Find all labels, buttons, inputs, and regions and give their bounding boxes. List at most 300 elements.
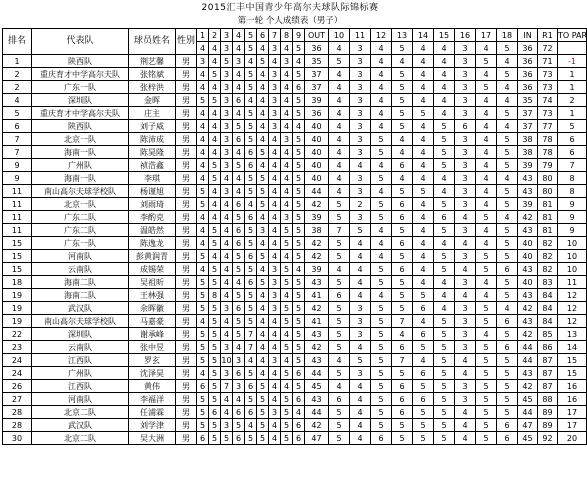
gender-cell: 男 (176, 133, 197, 146)
out-cell: 44 (305, 367, 329, 380)
in-cell: 44 (518, 341, 538, 354)
r1-cell: 82 (538, 263, 558, 276)
score-cell: 3 (221, 133, 233, 146)
score-cell: 6 (197, 380, 209, 393)
r1-cell: 79 (538, 159, 558, 172)
player-cell: 彭黄润青 (129, 250, 176, 263)
score-cell: 5 (245, 237, 257, 250)
score-cell: 4 (269, 146, 281, 159)
score-cell: 4 (329, 133, 350, 146)
score-cell: 5 (293, 68, 305, 81)
rank-cell: 7 (3, 146, 32, 159)
score-cell: 4 (371, 81, 392, 94)
score-cell: 5 (413, 341, 434, 354)
results-table (2, 28, 587, 445)
score-cell: 5 (257, 380, 269, 393)
score-cell: 4 (350, 380, 371, 393)
score-cell: 7 (245, 328, 257, 341)
score-cell: 3 (269, 302, 281, 315)
score-cell: 6 (413, 393, 434, 406)
score-cell: 4 (329, 81, 350, 94)
score-cell: 4 (497, 172, 518, 185)
player-cell: 沈泽昊 (129, 367, 176, 380)
score-cell: 6 (293, 432, 305, 445)
r1-cell: 82 (538, 250, 558, 263)
score-cell: 4 (281, 146, 293, 159)
player-cell: 李福洋 (129, 393, 176, 406)
gender-cell: 男 (176, 81, 197, 94)
score-cell: 5 (392, 120, 413, 133)
score-cell: 4 (233, 146, 245, 159)
score-cell: 4 (257, 328, 269, 341)
to-par-cell: 12 (558, 315, 587, 328)
score-cell: 4 (413, 55, 434, 68)
score-cell: 5 (293, 94, 305, 107)
score-cell: 3 (455, 133, 476, 146)
rank-cell: 30 (3, 432, 32, 445)
score-cell: 5 (371, 276, 392, 289)
score-cell: 3 (455, 146, 476, 159)
team-cell: 重庆育才中学高尔夫队 (32, 68, 129, 81)
to-par-cell: 9 (558, 224, 587, 237)
in-cell: 43 (518, 172, 538, 185)
score-cell: 5 (257, 406, 269, 419)
score-cell: 5 (434, 354, 455, 367)
score-cell: 4 (221, 406, 233, 419)
score-cell: 3 (221, 107, 233, 120)
score-cell: 5 (413, 185, 434, 198)
score-cell: 5 (392, 367, 413, 380)
score-cell: 5 (293, 380, 305, 393)
score-cell: 3 (350, 81, 371, 94)
gender-cell: 男 (176, 276, 197, 289)
score-cell: 5 (392, 276, 413, 289)
score-cell: 3 (221, 146, 233, 159)
score-cell: 5 (281, 276, 293, 289)
score-cell: 5 (329, 341, 350, 354)
score-cell: 5 (281, 406, 293, 419)
rank-cell: 22 (3, 328, 32, 341)
player-cell: 温皓然 (129, 224, 176, 237)
score-cell: 4 (434, 289, 455, 302)
score-cell: 3 (455, 224, 476, 237)
score-cell: 4 (221, 237, 233, 250)
r1-cell: 88 (538, 393, 558, 406)
team-cell: 河南队 (32, 250, 129, 263)
to-par-cell: 17 (558, 406, 587, 419)
score-cell: 5 (329, 55, 350, 68)
player-cell: 张中昱 (129, 341, 176, 354)
team-cell: 广东一队 (32, 237, 129, 250)
team-cell: 河南队 (32, 393, 129, 406)
score-cell: 4 (434, 185, 455, 198)
par-cell: 3 (221, 42, 233, 55)
score-cell: 5 (209, 159, 221, 172)
score-cell: 4 (413, 68, 434, 81)
to-par-cell: 2 (558, 94, 587, 107)
gender-cell: 男 (176, 406, 197, 419)
in-cell: 45 (518, 432, 538, 445)
score-cell: 5 (293, 146, 305, 159)
to-par-cell: 15 (558, 354, 587, 367)
to-par-cell: 12 (558, 302, 587, 315)
score-cell: 6 (392, 159, 413, 172)
score-cell: 4 (476, 198, 497, 211)
score-cell: 5 (434, 315, 455, 328)
score-cell: 5 (197, 185, 209, 198)
player-cell: 李琪 (129, 172, 176, 185)
score-cell: 5 (245, 107, 257, 120)
score-cell: 5 (293, 185, 305, 198)
score-cell: 3 (233, 380, 245, 393)
score-cell: 5 (293, 289, 305, 302)
score-cell: 5 (371, 315, 392, 328)
header-r1: R1 (538, 29, 558, 42)
score-cell: 5 (329, 302, 350, 315)
score-cell: 5 (197, 393, 209, 406)
score-cell: 4 (371, 224, 392, 237)
score-cell: 5 (434, 198, 455, 211)
score-cell: 3 (455, 55, 476, 68)
score-cell: 4 (245, 419, 257, 432)
score-cell: 4 (281, 354, 293, 367)
score-cell: 5 (293, 354, 305, 367)
score-cell: 4 (197, 172, 209, 185)
score-cell: 4 (392, 146, 413, 159)
score-cell: 5 (329, 432, 350, 445)
score-cell: 4 (350, 419, 371, 432)
score-cell: 3 (350, 302, 371, 315)
score-cell: 4 (281, 107, 293, 120)
par-cell-r1: 72 (538, 42, 558, 55)
score-cell: 4 (476, 107, 497, 120)
score-cell: 5 (392, 250, 413, 263)
par-cell: 4 (329, 42, 350, 55)
to-par-cell: 8 (558, 185, 587, 198)
score-cell: 5 (413, 289, 434, 302)
table-row (3, 302, 587, 315)
out-cell: 40 (305, 159, 329, 172)
score-cell: 4 (281, 81, 293, 94)
score-cell: 6 (455, 120, 476, 133)
score-cell: 4 (197, 133, 209, 146)
rank-cell: 6 (3, 120, 32, 133)
in-cell: 42 (518, 302, 538, 315)
rank-cell: 19 (3, 315, 32, 328)
score-cell: 5 (476, 341, 497, 354)
par-cell: 4 (209, 42, 221, 55)
score-cell: 4 (476, 68, 497, 81)
score-cell: 5 (434, 159, 455, 172)
score-cell: 2 (350, 198, 371, 211)
score-cell: 4 (476, 172, 497, 185)
player-cell: 吴大洲 (129, 432, 176, 445)
team-cell: 广东一队 (32, 81, 129, 94)
score-cell: 5 (257, 198, 269, 211)
score-cell: 5 (434, 120, 455, 133)
score-cell: 5 (350, 224, 371, 237)
score-cell: 4 (329, 120, 350, 133)
score-cell: 6 (497, 432, 518, 445)
score-cell: 4 (221, 315, 233, 328)
score-cell: 4 (269, 328, 281, 341)
score-cell: 5 (329, 250, 350, 263)
rank-cell: 19 (3, 289, 32, 302)
score-cell: 4 (329, 68, 350, 81)
score-cell: 4 (257, 341, 269, 354)
score-cell: 5 (257, 393, 269, 406)
score-cell: 4 (293, 55, 305, 68)
rank-cell: 24 (3, 367, 32, 380)
par-cell: 3 (455, 42, 476, 55)
team-cell: 江西队 (32, 354, 129, 367)
score-cell: 6 (233, 94, 245, 107)
score-cell: 3 (350, 94, 371, 107)
player-cell: 成锡荣 (129, 263, 176, 276)
score-cell: 5 (392, 224, 413, 237)
score-cell: 5 (209, 432, 221, 445)
score-cell: 4 (197, 211, 209, 224)
player-cell: 任浦霖 (129, 406, 176, 419)
score-cell: 5 (293, 198, 305, 211)
to-par-cell: 15 (558, 367, 587, 380)
score-cell: 4 (221, 250, 233, 263)
table-row (3, 185, 587, 198)
score-cell: 4 (413, 276, 434, 289)
score-cell: 5 (434, 341, 455, 354)
in-cell: 40 (518, 276, 538, 289)
score-cell: 3 (455, 276, 476, 289)
rank-cell: 4 (3, 94, 32, 107)
score-cell: 3 (281, 211, 293, 224)
r1-cell: 86 (538, 341, 558, 354)
to-par-cell: 1 (558, 107, 587, 120)
score-cell: 4 (350, 406, 371, 419)
out-cell: 38 (305, 224, 329, 237)
gender-cell: 男 (176, 198, 197, 211)
player-cell: 王林强 (129, 289, 176, 302)
score-cell: 4 (257, 68, 269, 81)
score-cell: 5 (476, 393, 497, 406)
score-cell: 5 (497, 133, 518, 146)
score-cell: 3 (455, 250, 476, 263)
in-cell: 43 (518, 185, 538, 198)
score-cell: 4 (476, 146, 497, 159)
score-cell: 5 (329, 315, 350, 328)
score-cell: 4 (434, 107, 455, 120)
score-cell: 5 (476, 419, 497, 432)
player-cell: 金晖 (129, 94, 176, 107)
score-cell: 4 (257, 315, 269, 328)
page-subtitle: 第一轮 个人成绩表（男子） (237, 16, 343, 26)
score-cell: 5 (476, 432, 497, 445)
in-cell: 35 (518, 94, 538, 107)
out-cell: 40 (305, 172, 329, 185)
header-hole: 5 (245, 29, 257, 42)
header-rank: 排名 (3, 29, 32, 55)
score-cell: 5 (434, 419, 455, 432)
score-cell: 4 (221, 211, 233, 224)
score-cell: 5 (350, 354, 371, 367)
score-cell: 7 (392, 354, 413, 367)
to-par-cell: 10 (558, 237, 587, 250)
score-cell: 5 (497, 68, 518, 81)
score-cell: 3 (221, 94, 233, 107)
out-cell: 43 (305, 328, 329, 341)
score-cell: 6 (245, 276, 257, 289)
table-row (3, 224, 587, 237)
score-cell: 5 (434, 224, 455, 237)
score-cell: 5 (293, 107, 305, 120)
gender-cell: 男 (176, 263, 197, 276)
score-cell: 5 (257, 432, 269, 445)
score-cell: 5 (497, 289, 518, 302)
r1-cell: 81 (538, 198, 558, 211)
score-cell: 5 (293, 237, 305, 250)
table-row (3, 133, 587, 146)
par-cell: 4 (476, 42, 497, 55)
score-cell: 4 (476, 133, 497, 146)
score-cell: 3 (221, 81, 233, 94)
team-cell: 云南队 (32, 263, 129, 276)
score-cell: 6 (233, 237, 245, 250)
score-cell: 4 (434, 68, 455, 81)
gender-cell: 男 (176, 367, 197, 380)
to-par-cell: 5 (558, 120, 587, 133)
score-cell: 5 (293, 211, 305, 224)
score-cell: 4 (392, 328, 413, 341)
score-cell: 6 (497, 263, 518, 276)
team-cell: 北京二队 (32, 432, 129, 445)
in-cell: 43 (518, 263, 538, 276)
score-cell: 5 (293, 250, 305, 263)
score-cell: 4 (257, 237, 269, 250)
score-cell: 3 (269, 94, 281, 107)
score-cell: 6 (413, 302, 434, 315)
score-cell: 4 (350, 159, 371, 172)
score-cell: 5 (245, 315, 257, 328)
out-cell: 42 (305, 302, 329, 315)
score-cell: 5 (392, 81, 413, 94)
score-cell: 3 (350, 55, 371, 68)
rank-cell: 2 (3, 68, 32, 81)
score-cell: 4 (281, 380, 293, 393)
header-hole: 16 (455, 29, 476, 42)
score-cell: 5 (233, 250, 245, 263)
header-hole: 18 (497, 29, 518, 42)
player-cell: 吴祖昕 (129, 276, 176, 289)
score-cell: 6 (392, 406, 413, 419)
score-cell: 5 (497, 159, 518, 172)
score-cell: 5 (497, 276, 518, 289)
rank-cell: 9 (3, 159, 32, 172)
score-cell: 3 (350, 133, 371, 146)
player-cell: 祯浩鑫 (129, 159, 176, 172)
score-cell: 4 (209, 133, 221, 146)
header-hole: 15 (434, 29, 455, 42)
r1-cell: 84 (538, 315, 558, 328)
score-cell: 4 (497, 211, 518, 224)
score-cell: 4 (350, 432, 371, 445)
score-cell: 3 (269, 263, 281, 276)
score-cell: 5 (392, 302, 413, 315)
score-cell: 4 (209, 120, 221, 133)
in-cell: 42 (518, 380, 538, 393)
table-row (3, 107, 587, 120)
in-cell: 43 (518, 367, 538, 380)
score-cell: 6 (245, 250, 257, 263)
header-team: 代表队 (32, 29, 129, 55)
score-cell: 4 (209, 250, 221, 263)
score-cell: 3 (221, 120, 233, 133)
table-row (3, 68, 587, 81)
gender-cell: 男 (176, 250, 197, 263)
par-cell: 4 (281, 42, 293, 55)
score-cell: 3 (197, 55, 209, 68)
score-cell: 4 (413, 94, 434, 107)
score-cell: 7 (221, 380, 233, 393)
r1-cell: 78 (538, 133, 558, 146)
score-cell: 4 (197, 263, 209, 276)
score-cell: 5 (197, 198, 209, 211)
score-cell: 4 (455, 419, 476, 432)
score-cell: 5 (392, 68, 413, 81)
table-row (3, 276, 587, 289)
team-cell: 陕西队 (32, 55, 129, 68)
to-par-cell: 6 (558, 133, 587, 146)
score-cell: 4 (329, 94, 350, 107)
score-cell: 4 (413, 263, 434, 276)
header-hole: 1 (197, 29, 209, 42)
gender-cell: 男 (176, 237, 197, 250)
table-row (3, 120, 587, 133)
score-cell: 5 (476, 367, 497, 380)
score-cell: 6 (392, 237, 413, 250)
score-cell: 4 (413, 211, 434, 224)
score-cell: 5 (245, 120, 257, 133)
score-cell: 4 (455, 367, 476, 380)
score-cell: 3 (221, 341, 233, 354)
score-cell: 3 (269, 68, 281, 81)
header-hole: 8 (281, 29, 293, 42)
player-cell: 杨谨旭 (129, 185, 176, 198)
out-cell: 37 (305, 68, 329, 81)
out-cell: 41 (305, 315, 329, 328)
table-row (3, 263, 587, 276)
to-par-cell: 10 (558, 250, 587, 263)
score-cell: 4 (350, 263, 371, 276)
score-cell: 5 (329, 419, 350, 432)
score-cell: 4 (269, 393, 281, 406)
in-cell: 39 (518, 198, 538, 211)
score-cell: 5 (392, 432, 413, 445)
table-row (3, 55, 587, 68)
r1-cell: 84 (538, 289, 558, 302)
score-cell: 5 (209, 341, 221, 354)
score-cell: 6 (329, 393, 350, 406)
gender-cell: 男 (176, 107, 197, 120)
score-cell: 4 (221, 224, 233, 237)
score-cell: 3 (455, 315, 476, 328)
score-cell: 4 (350, 237, 371, 250)
header-hole: 2 (209, 29, 221, 42)
rank-cell: 7 (3, 133, 32, 146)
out-cell: 43 (305, 354, 329, 367)
table-row (3, 94, 587, 107)
par-cell: 3 (350, 42, 371, 55)
in-cell: 36 (518, 81, 538, 94)
score-cell: 4 (455, 263, 476, 276)
